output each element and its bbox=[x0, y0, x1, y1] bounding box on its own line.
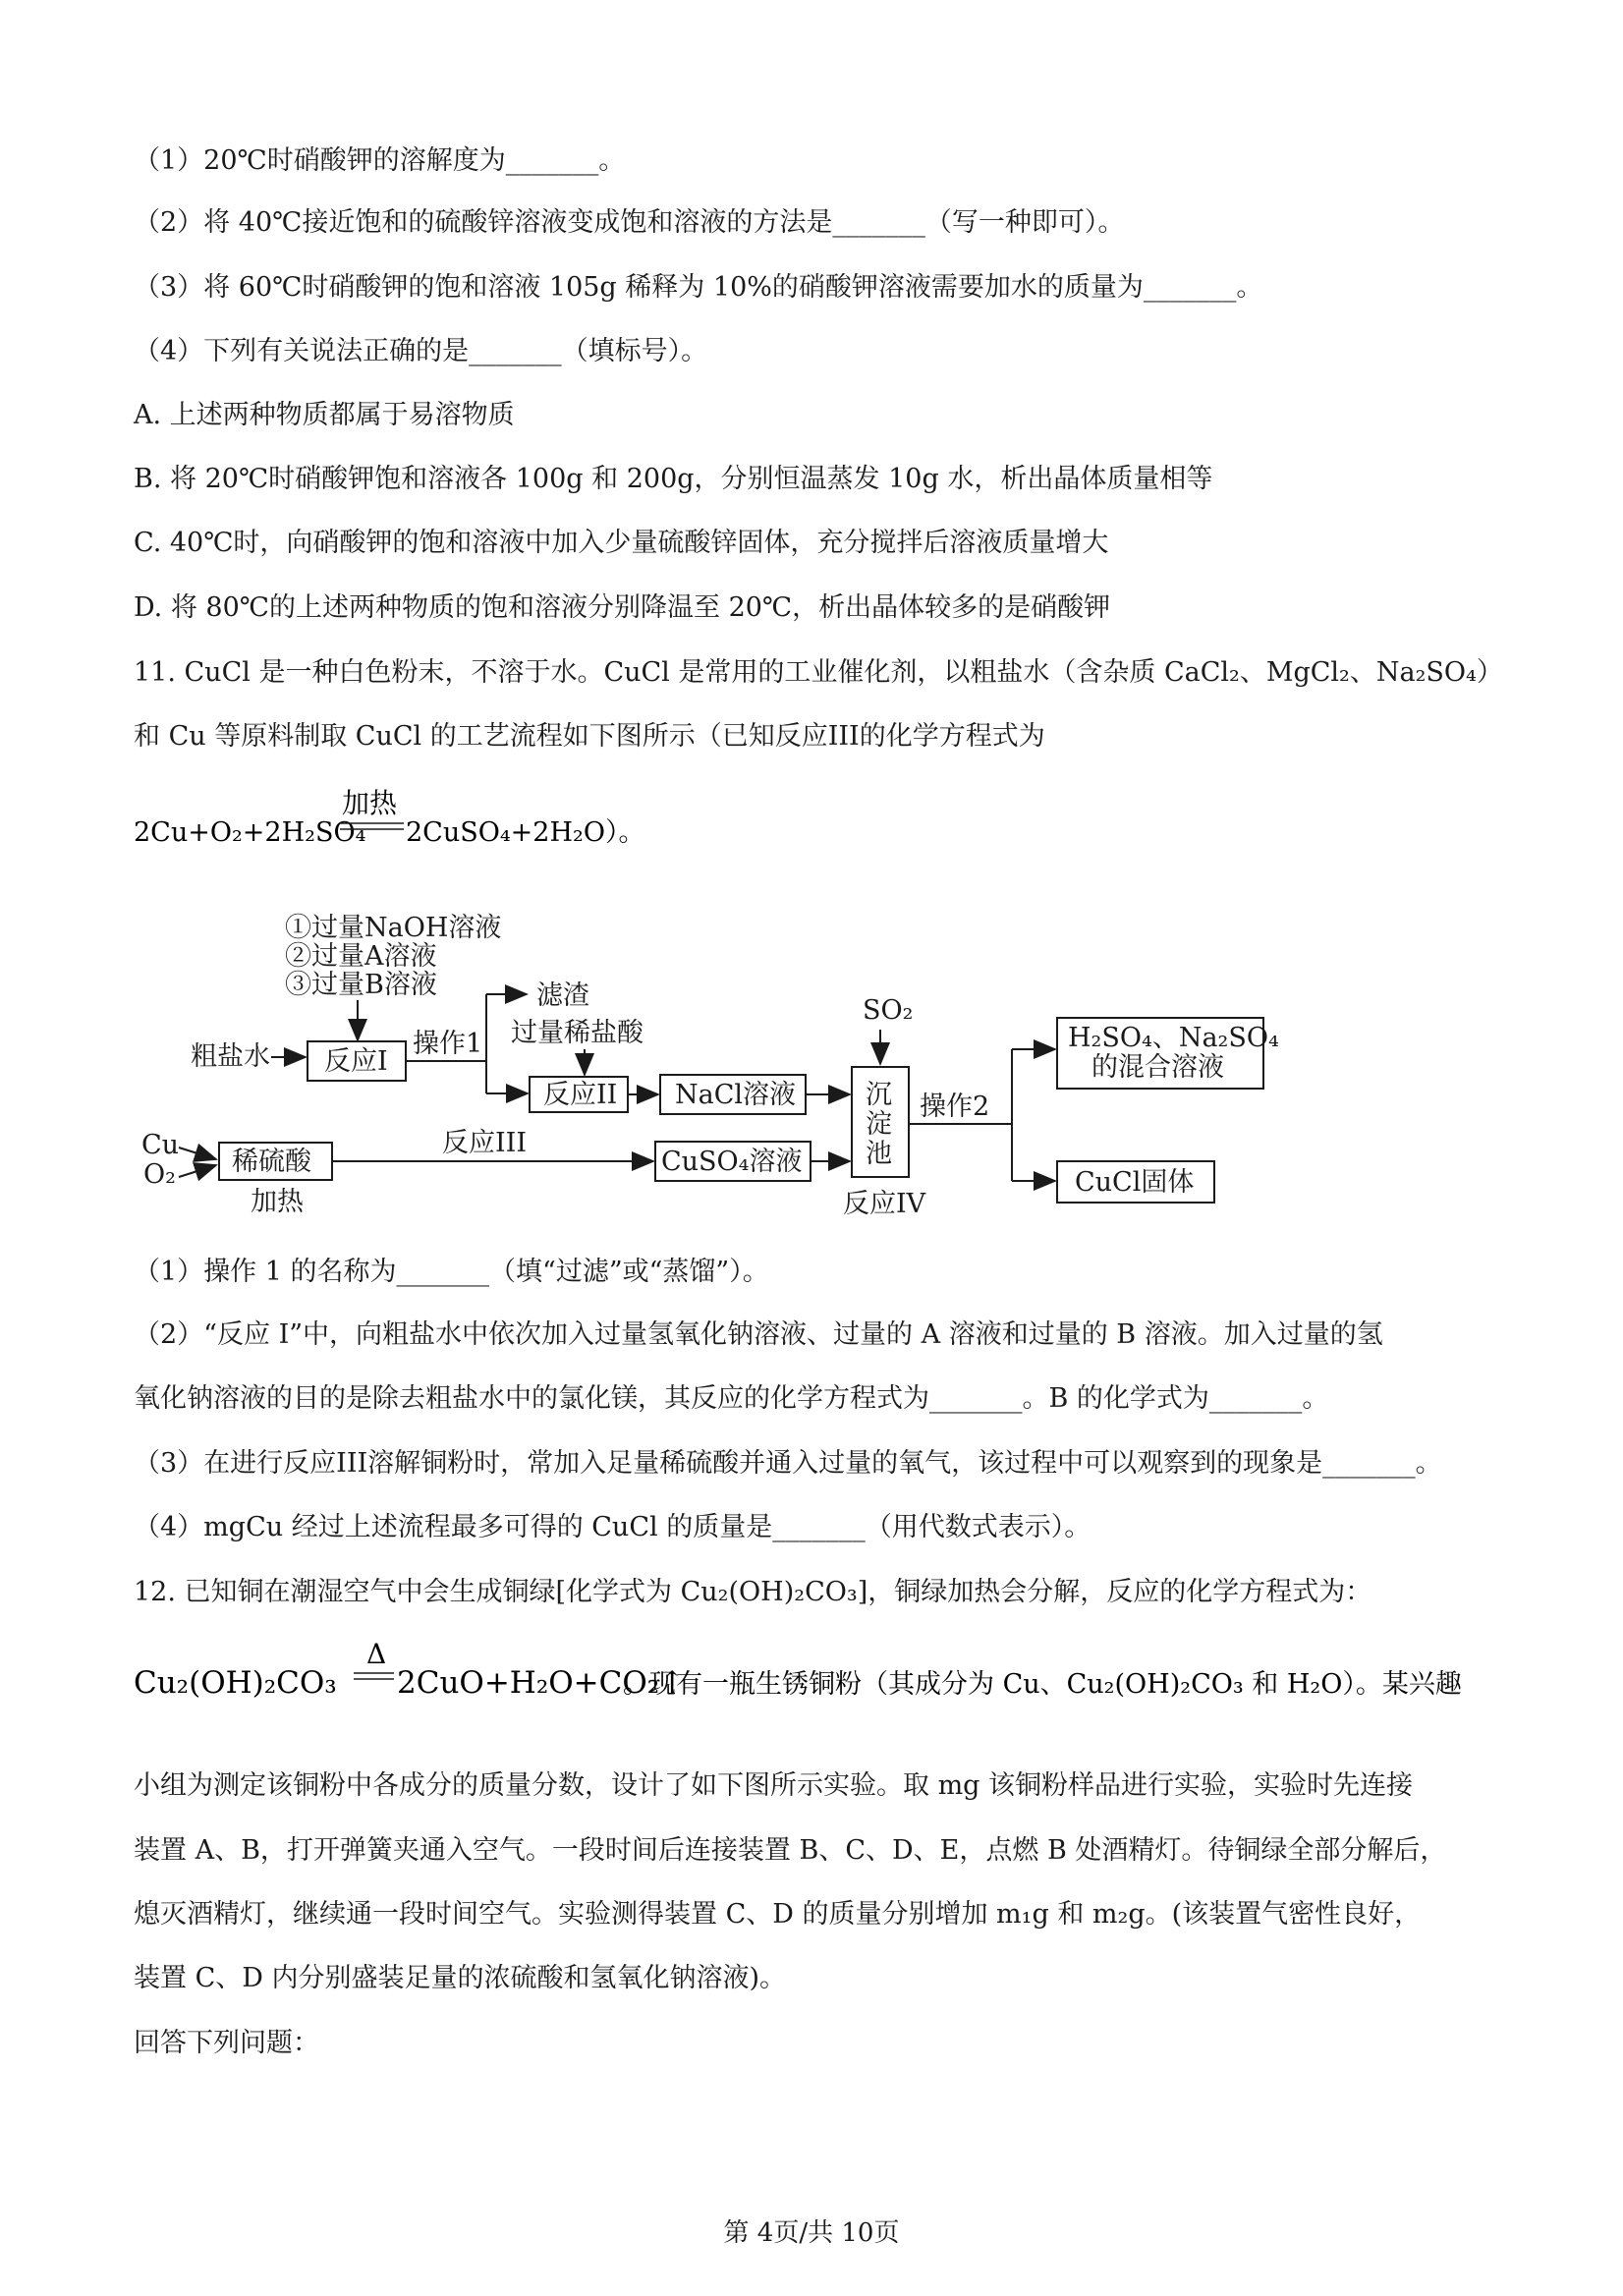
q11-sub1: （1）操作 1 的名称为_______（填“过滤”或“蒸馏”）。 bbox=[134, 1257, 769, 1287]
tank-char2: 淀 bbox=[866, 1109, 892, 1140]
q12-line2: 小组为测定该铜粉中各成分的质量分数，设计了如下图所示实验。取 mg 该铜粉样品进行实验，实验时先连接 bbox=[134, 1770, 1414, 1801]
input-brine: 粗盐水 bbox=[191, 1041, 270, 1072]
input-o2: O₂ bbox=[143, 1159, 176, 1190]
reagent-a: ②过量A溶液 bbox=[285, 941, 437, 972]
q11-sub2-line2: 氧化钠溶液的目的是除去粗盐水中的氯化镁，其反应的化学方程式为_______。B 的化学式为_______。 bbox=[134, 1383, 1329, 1414]
q12-line4: 熄灭酒精灯，继续通一段时间空气。实验测得装置 C、D 的质量分别增加 m₁g 和 m₂g。(该装置气密性良好， bbox=[134, 1899, 1422, 1930]
q10-sub3: （3）将 60℃时硝酸钾的饱和溶液 105g 稀释为 10%的硝酸钾溶液需要加水的质量为_______。 bbox=[134, 272, 1263, 303]
input-cu: Cu bbox=[141, 1130, 180, 1160]
eq11-left: 2Cu+O₂+2H₂SO₄ bbox=[134, 817, 366, 848]
q10-sub1: （1）20℃时硝酸钾的溶解度为_______。 bbox=[134, 145, 626, 176]
eq12-products: 2CuO+H₂O+CO₂↑ bbox=[397, 1665, 686, 1701]
q12-equation-svg bbox=[134, 1636, 1509, 1709]
q11-sub2-line1: （2）“反应 I”中，向粗盐水中依次加入过量氢氧化钠溶液、过量的 A 溶液和过量的 B 溶液。加入过量的氢 bbox=[134, 1319, 1383, 1350]
reagent-b: ③过量B溶液 bbox=[285, 970, 437, 1000]
mix-line2: 的混合溶液 bbox=[1091, 1052, 1224, 1083]
eq11-right: 2CuSO₄+2H₂O）。 bbox=[406, 817, 645, 848]
box-nacl-label: NaCl溶液 bbox=[675, 1080, 797, 1110]
q10-sub4: （4）下列有关说法正确的是_______（填标号）。 bbox=[134, 336, 708, 366]
heat-label: 加热 bbox=[251, 1187, 304, 1217]
option-c: C. 40℃时，向硝酸钾的饱和溶液中加入少量硫酸锌固体，充分搅拌后溶液质量增大 bbox=[134, 528, 1109, 558]
box-reaction1-label: 反应I bbox=[324, 1046, 388, 1077]
option-d: D. 将 80℃的上述两种物质的饱和溶液分别降温至 20℃，析出晶体较多的是硝酸钾 bbox=[134, 592, 1111, 623]
op2-label: 操作2 bbox=[920, 1092, 990, 1122]
page-footer: 第 4页/共 10页 bbox=[723, 2218, 900, 2248]
q11-intro-line2: 和 Cu 等原料制取 CuCl 的工艺流程如下图所示（已知反应III的化学方程式为 bbox=[134, 721, 1045, 752]
tank-char3: 池 bbox=[866, 1139, 892, 1169]
mix-line1: H₂SO₄、Na₂SO₄ bbox=[1068, 1023, 1279, 1053]
op1-label: 操作1 bbox=[413, 1029, 483, 1059]
tank-char1: 沉 bbox=[866, 1080, 892, 1110]
option-b: B. 将 20℃时硝酸钾饱和溶液各 100g 和 200g，分别恒温蒸发 10g 水，析出晶体质量相等 bbox=[134, 464, 1213, 494]
q12-line5: 装置 C、D 内分别盛装足量的浓硫酸和氢氧化钠溶液)。 bbox=[134, 1963, 787, 1993]
h2so4-label: 稀硫酸 bbox=[232, 1147, 311, 1177]
reaction3-label: 反应III bbox=[442, 1128, 527, 1158]
q12-line3: 装置 A、B，打开弹簧夹通入空气。一段时间后连接装置 B、C、D、E，点燃 B 处酒精灯。待铜绿全部分解后， bbox=[134, 1835, 1447, 1866]
arrow-o2 bbox=[179, 1165, 216, 1177]
q11-intro-line1: 11. CuCl 是一种白色粉末，不溶于水。CuCl 是常用的工业催化剂，以粗盐水（含杂质 CaCl₂、MgCl₂、Na₂SO₄） bbox=[134, 657, 1503, 688]
eq12-condition: Δ bbox=[366, 1638, 387, 1670]
eq12-rest: 。现有一瓶生锈铜粉（其成分为 Cu、Cu₂(OH)₂CO₃ 和 H₂O）。某兴趣 bbox=[623, 1669, 1462, 1700]
q12-line6: 回答下列问题： bbox=[134, 2028, 319, 2058]
q11-sub4: （4）mgCu 经过上述流程最多可得的 CuCl 的质量是_______（用代数式表示）。 bbox=[134, 1512, 1091, 1542]
q10-sub2: （2）将 40℃接近饱和的硫酸锌溶液变成饱和溶液的方法是_______（写一种即可）。 bbox=[134, 207, 1125, 238]
q11-sub3: （3）在进行反应III溶解铜粉时，常加入足量稀硫酸并通入过量的氧气，该过程中可以观察到的现象是_______。 bbox=[134, 1448, 1442, 1479]
eq12-formula: Cu₂(OH)₂CO₃ bbox=[134, 1665, 337, 1701]
cucl-label: CuCl固体 bbox=[1075, 1167, 1195, 1198]
box-reaction2-label: 反应II bbox=[543, 1080, 618, 1110]
eq11-condition: 加热 bbox=[342, 787, 398, 819]
option-a: A. 上述两种物质都属于易溶物质 bbox=[134, 400, 515, 430]
arrow-cu bbox=[179, 1148, 216, 1159]
residue-label: 滤渣 bbox=[536, 980, 589, 1011]
q12-equation bbox=[134, 1636, 1509, 1713]
dilute-hcl-label: 过量稀盐酸 bbox=[511, 1018, 644, 1048]
reagent-naoh: ①过量NaOH溶液 bbox=[285, 913, 502, 943]
cuso4-label: CuSO₄溶液 bbox=[661, 1147, 803, 1177]
q12-intro: 12. 已知铜在潮湿空气中会生成铜绿[化学式为 Cu₂(OH)₂CO₃]，铜绿加热会分解，反应的化学方程式为： bbox=[134, 1577, 1372, 1607]
so2-label: SO₂ bbox=[863, 995, 914, 1026]
reaction4-label: 反应IV bbox=[843, 1189, 926, 1219]
